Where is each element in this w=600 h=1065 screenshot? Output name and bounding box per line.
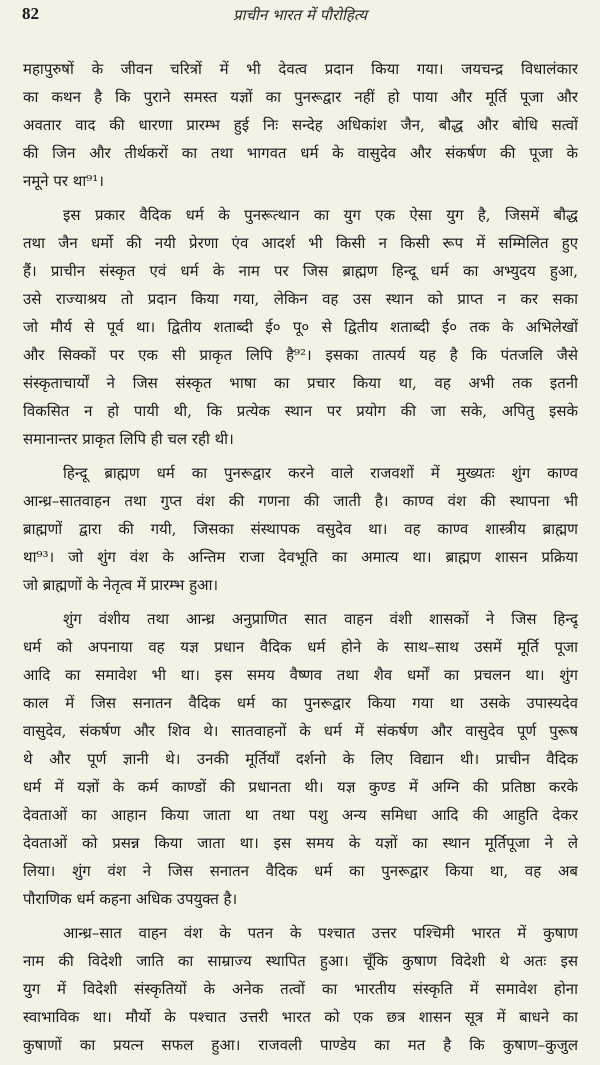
text-line: उसे राज्याश्रय तो प्रदान किया गया, लेकिन वह उस स्थान को प्राप्त न कर सका xyxy=(23,290,578,308)
paragraph-2 xyxy=(23,201,578,453)
text-line: और सिक्कों पर एक सी प्राकृत लिपि है⁹²। इसका तात्पर्य यह है कि पंतजलि जैसे xyxy=(23,346,578,364)
text-line: अवतार वाद की धारणा प्रारम्भ हुई निः सन्देह अधिकांश जैन, बौद्ध और बोधि सत्वों xyxy=(23,116,578,134)
paragraph-4 xyxy=(23,605,578,913)
text-line: पौराणिक धर्म कहना अधिक उपयुक्त है। xyxy=(23,890,238,908)
text-line: थे और पूर्ण ज्ञानी थे। उनकी मूर्तियाँ दर्शनो के लिए विद्यान थी। प्राचीन वैदिक xyxy=(23,750,578,768)
text-line: युग में विदेशी संस्कृतियों के अनेक तत्वों का भारतीय संस्कृति में समावेश होना xyxy=(23,980,578,998)
paragraph-1 xyxy=(23,55,578,195)
text-line: स्वाभाविक था। मौर्यो के पश्चात उत्तरी भारत को एक छत्र शासन सूत्र में बाधने का xyxy=(23,1008,578,1026)
body-text xyxy=(23,55,578,1065)
text-line: आदि का समावेश भी था। इस समय वैष्णव तथा शैव धर्मों का प्रचलन था। शुंग xyxy=(23,666,578,684)
text-line: जो ब्राह्मणों के नेतृत्व में प्रारम्भ हुआ। xyxy=(23,576,219,594)
text-line: की जिन और तीर्थकरों का तथा भागवत धर्म के वासुदेव और संकर्षण की पूजा के xyxy=(23,144,578,162)
text-line: हिन्दू ब्राह्मण धर्म का पुनरूद्वार करने वाले राजवशों में मुख्यतः शुंग काण्व xyxy=(63,464,578,482)
text-line: का कथन है कि पुराने समस्त यज्ञों का पुनरूद्वार नहीं हो पाया और मूर्ति पूजा और xyxy=(23,88,578,106)
text-line: जो मौर्य से पूर्व था। द्वितीय शताब्दी ई० पू० से द्वितीय शताब्दी ई० तक के अभिलेखों xyxy=(23,318,578,336)
text-line: धर्म को अपनाया वह यज्ञ प्रधान वैदिक धर्म होने के साथ–साथ उसमें मूर्ति पूजा xyxy=(23,638,578,656)
page-number: 82 xyxy=(22,4,39,23)
text-line: ब्राह्मणों द्वारा की गयी, जिसका संस्थापक वसुदेव था। वह काण्व शास्त्रीय ब्राह्मण xyxy=(23,520,578,538)
text-line: संस्कृताचार्यों ने जिस संस्कृत भाषा का प्रचार किया था, वह अभी तक इतनी xyxy=(23,374,578,392)
text-line: आन्ध्र–सातवाहन तथा गुप्त वंश की गणना की जाती है। काण्व वंश की स्थापना भी xyxy=(23,492,578,510)
text-line: विकसित न हो पायी थी, कि प्रत्येक स्थान पर प्रयोग की जा सके, अपितु इसके xyxy=(23,402,578,420)
paragraph-5 xyxy=(23,919,578,1059)
text-line: वासुदेव, संकर्षण और शिव थे। सातवाहनों के धर्म में संकर्षण और वासुदेव पूर्ण पुरूष xyxy=(23,722,578,740)
running-title: प्राचीन भारत में पौरोहित्य xyxy=(233,6,367,24)
text-line: लिया। शुंग वंश ने जिस सनातन वैदिक धर्म का पुनरूद्वार किया था, वह अब xyxy=(23,862,578,880)
text-line: देवताओं का आहान किया जाता था तथा पशु अन्य समिधा आदि की आहुति देकर xyxy=(23,806,578,824)
page-header xyxy=(22,4,578,32)
text-line: कुषाणों का प्रयत्न सफल हुआ। राजवली पाण्डेय का मत है कि कुषाण–कुजुल xyxy=(23,1036,578,1054)
text-line: आन्ध्र–सात वाहन वंश के पतन के पश्चात उत्तर पश्चिमी भारत में कुषाण xyxy=(63,924,578,942)
text-line: हैं। प्राचीन संस्कृत एवं धर्म के नाम पर जिस ब्राह्मण हिन्दू धर्म का अभ्युदय हुआ, xyxy=(23,262,578,280)
text-line: देवताओं को प्रसन्न किया जाता था। इस समय के यज्ञों का स्थान मूर्तिपूजा ने ले xyxy=(23,834,578,852)
text-line: इस प्रकार वैदिक धर्म के पुनरूत्थान का युग एक ऐसा युग है, जिसमें बौद्ध xyxy=(63,206,578,224)
text-line: काल में जिस सनातन वैदिक धर्म का पुनरूद्वार किया गया था उसके उपास्यदेव xyxy=(23,694,578,712)
text-line: धर्म में यज्ञों के कर्म काण्डों की प्रधानता थी। यज्ञ कुण्ड में अग्नि की प्रतिष्ठा करके xyxy=(23,778,578,796)
text-line: तथा जैन धर्मो की नयी प्रेरणा एंव आदर्श भी किसी न किसी रूप में सम्मिलित हुए xyxy=(23,234,578,252)
text-line: समानान्तर प्राकृत लिपि ही चल रही थी। xyxy=(23,430,234,448)
paragraph-3 xyxy=(23,459,578,599)
text-line: महापुरुषों के जीवन चरित्रों में भी देवत्व प्रदान किया गया। जयचन्द्र विधालंकार xyxy=(23,60,578,78)
text-line: नमूने पर था⁹¹। xyxy=(23,172,104,190)
text-line: नाम की विदेशी जाति का साम्राज्य स्थापित हुआ। चूँकि कुषाण विदेशी थे अतः इस xyxy=(23,952,578,970)
text-line: शुंग वंशीय तथा आन्ध्र अनुप्राणित सात वाहन वंशी शासकों ने जिस हिन्दू xyxy=(63,610,578,628)
text-line: था⁹³। जो शुंग वंश के अन्तिम राजा देवभूति का अमात्य था। ब्राह्मण शासन प्रक्रिया xyxy=(23,548,578,566)
